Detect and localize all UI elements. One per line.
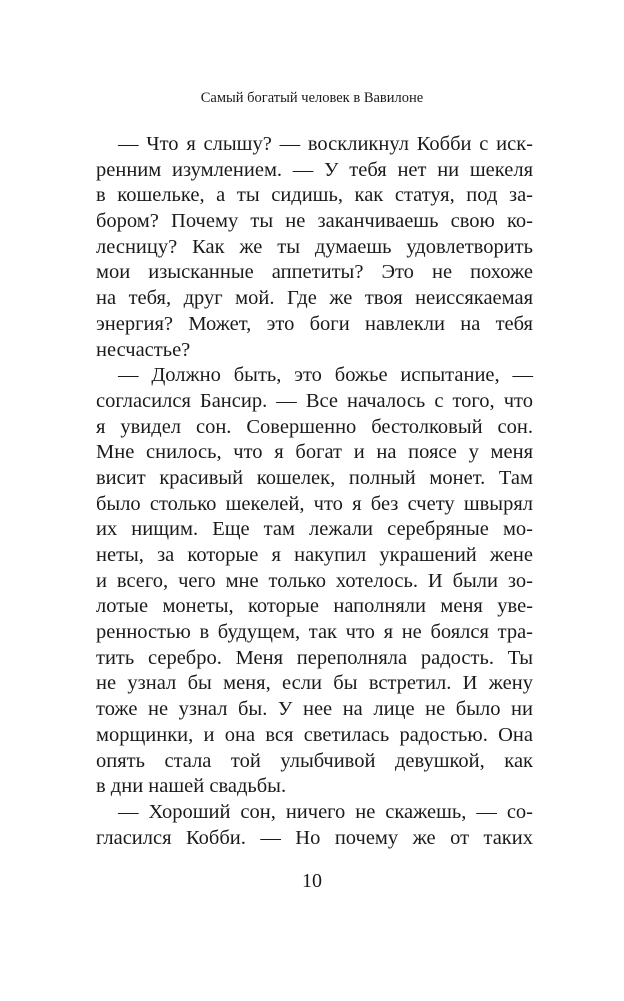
- text-line: было столько шекелей, что я без счету швырял: [96, 492, 533, 515]
- text-line: ренностью в будущем, так что я не боялся тра-: [96, 621, 533, 644]
- text-line: Мне снилось, что я богат и на поясе у меня: [96, 441, 533, 464]
- text-line: ренним изумлением. — У тебя нет ни шекеля: [96, 158, 533, 181]
- text-line: гласился Кобби. — Но почему же от таких: [96, 826, 533, 849]
- text-line: я увидел сон. Совершенно бестолковый сон.: [96, 415, 533, 438]
- text-line: тоже не узнал бы. У нее на лице не было ни: [96, 698, 533, 721]
- text-line: бором? Почему ты не заканчиваешь свою ко-: [96, 210, 533, 233]
- body-text: [96, 132, 533, 851]
- text-line: на тебя, друг мой. Где же твоя неиссякаемая: [96, 287, 533, 310]
- text-line: и всего, чего мне только хотелось. И были зо-: [96, 569, 533, 592]
- text-line: энергия? Может, это боги навлекли на тебя: [96, 312, 533, 335]
- text-line: не узнал бы меня, если бы встретил. И жену: [96, 672, 533, 695]
- text-line: — Хороший сон, ничего не скажешь, — со-: [118, 800, 533, 823]
- text-line: опять стала той улыбчивой девушкой, как: [96, 749, 533, 772]
- text-line: в кошельке, а ты сидишь, как статуя, под за-: [96, 184, 533, 207]
- text-line: морщинки, и она вся светилась радостью. Она: [96, 723, 533, 746]
- text-line: мои изысканные аппетиты? Это не похоже: [96, 261, 533, 284]
- text-line: висит красивый кошелек, полный монет. Там: [96, 466, 533, 489]
- text-line: лотые монеты, которые наполняли меня уве-: [96, 595, 533, 618]
- text-line: несчастье?: [96, 338, 191, 361]
- text-line: — Должно быть, это божье испытание, —: [118, 364, 533, 387]
- text-line: согласился Бансир. — Все началось с того, что: [96, 389, 533, 412]
- text-line: — Что я слышу? — воскликнул Кобби с иск-: [118, 133, 533, 155]
- running-header: Самый богатый человек в Вавилоне: [200, 90, 424, 106]
- text-line: лесницу? Как же ты думаешь удовлетворить: [96, 235, 533, 258]
- page-number: 10: [302, 870, 322, 892]
- text-line: тить серебро. Меня переполняла радость. Ты: [96, 646, 533, 669]
- text-line: их нищим. Еще там лежали серебряные мо-: [96, 518, 533, 541]
- text-line: неты, за которые я накупил украшений жене: [96, 544, 533, 566]
- text-line: в дни нашей свадьбы.: [96, 775, 287, 798]
